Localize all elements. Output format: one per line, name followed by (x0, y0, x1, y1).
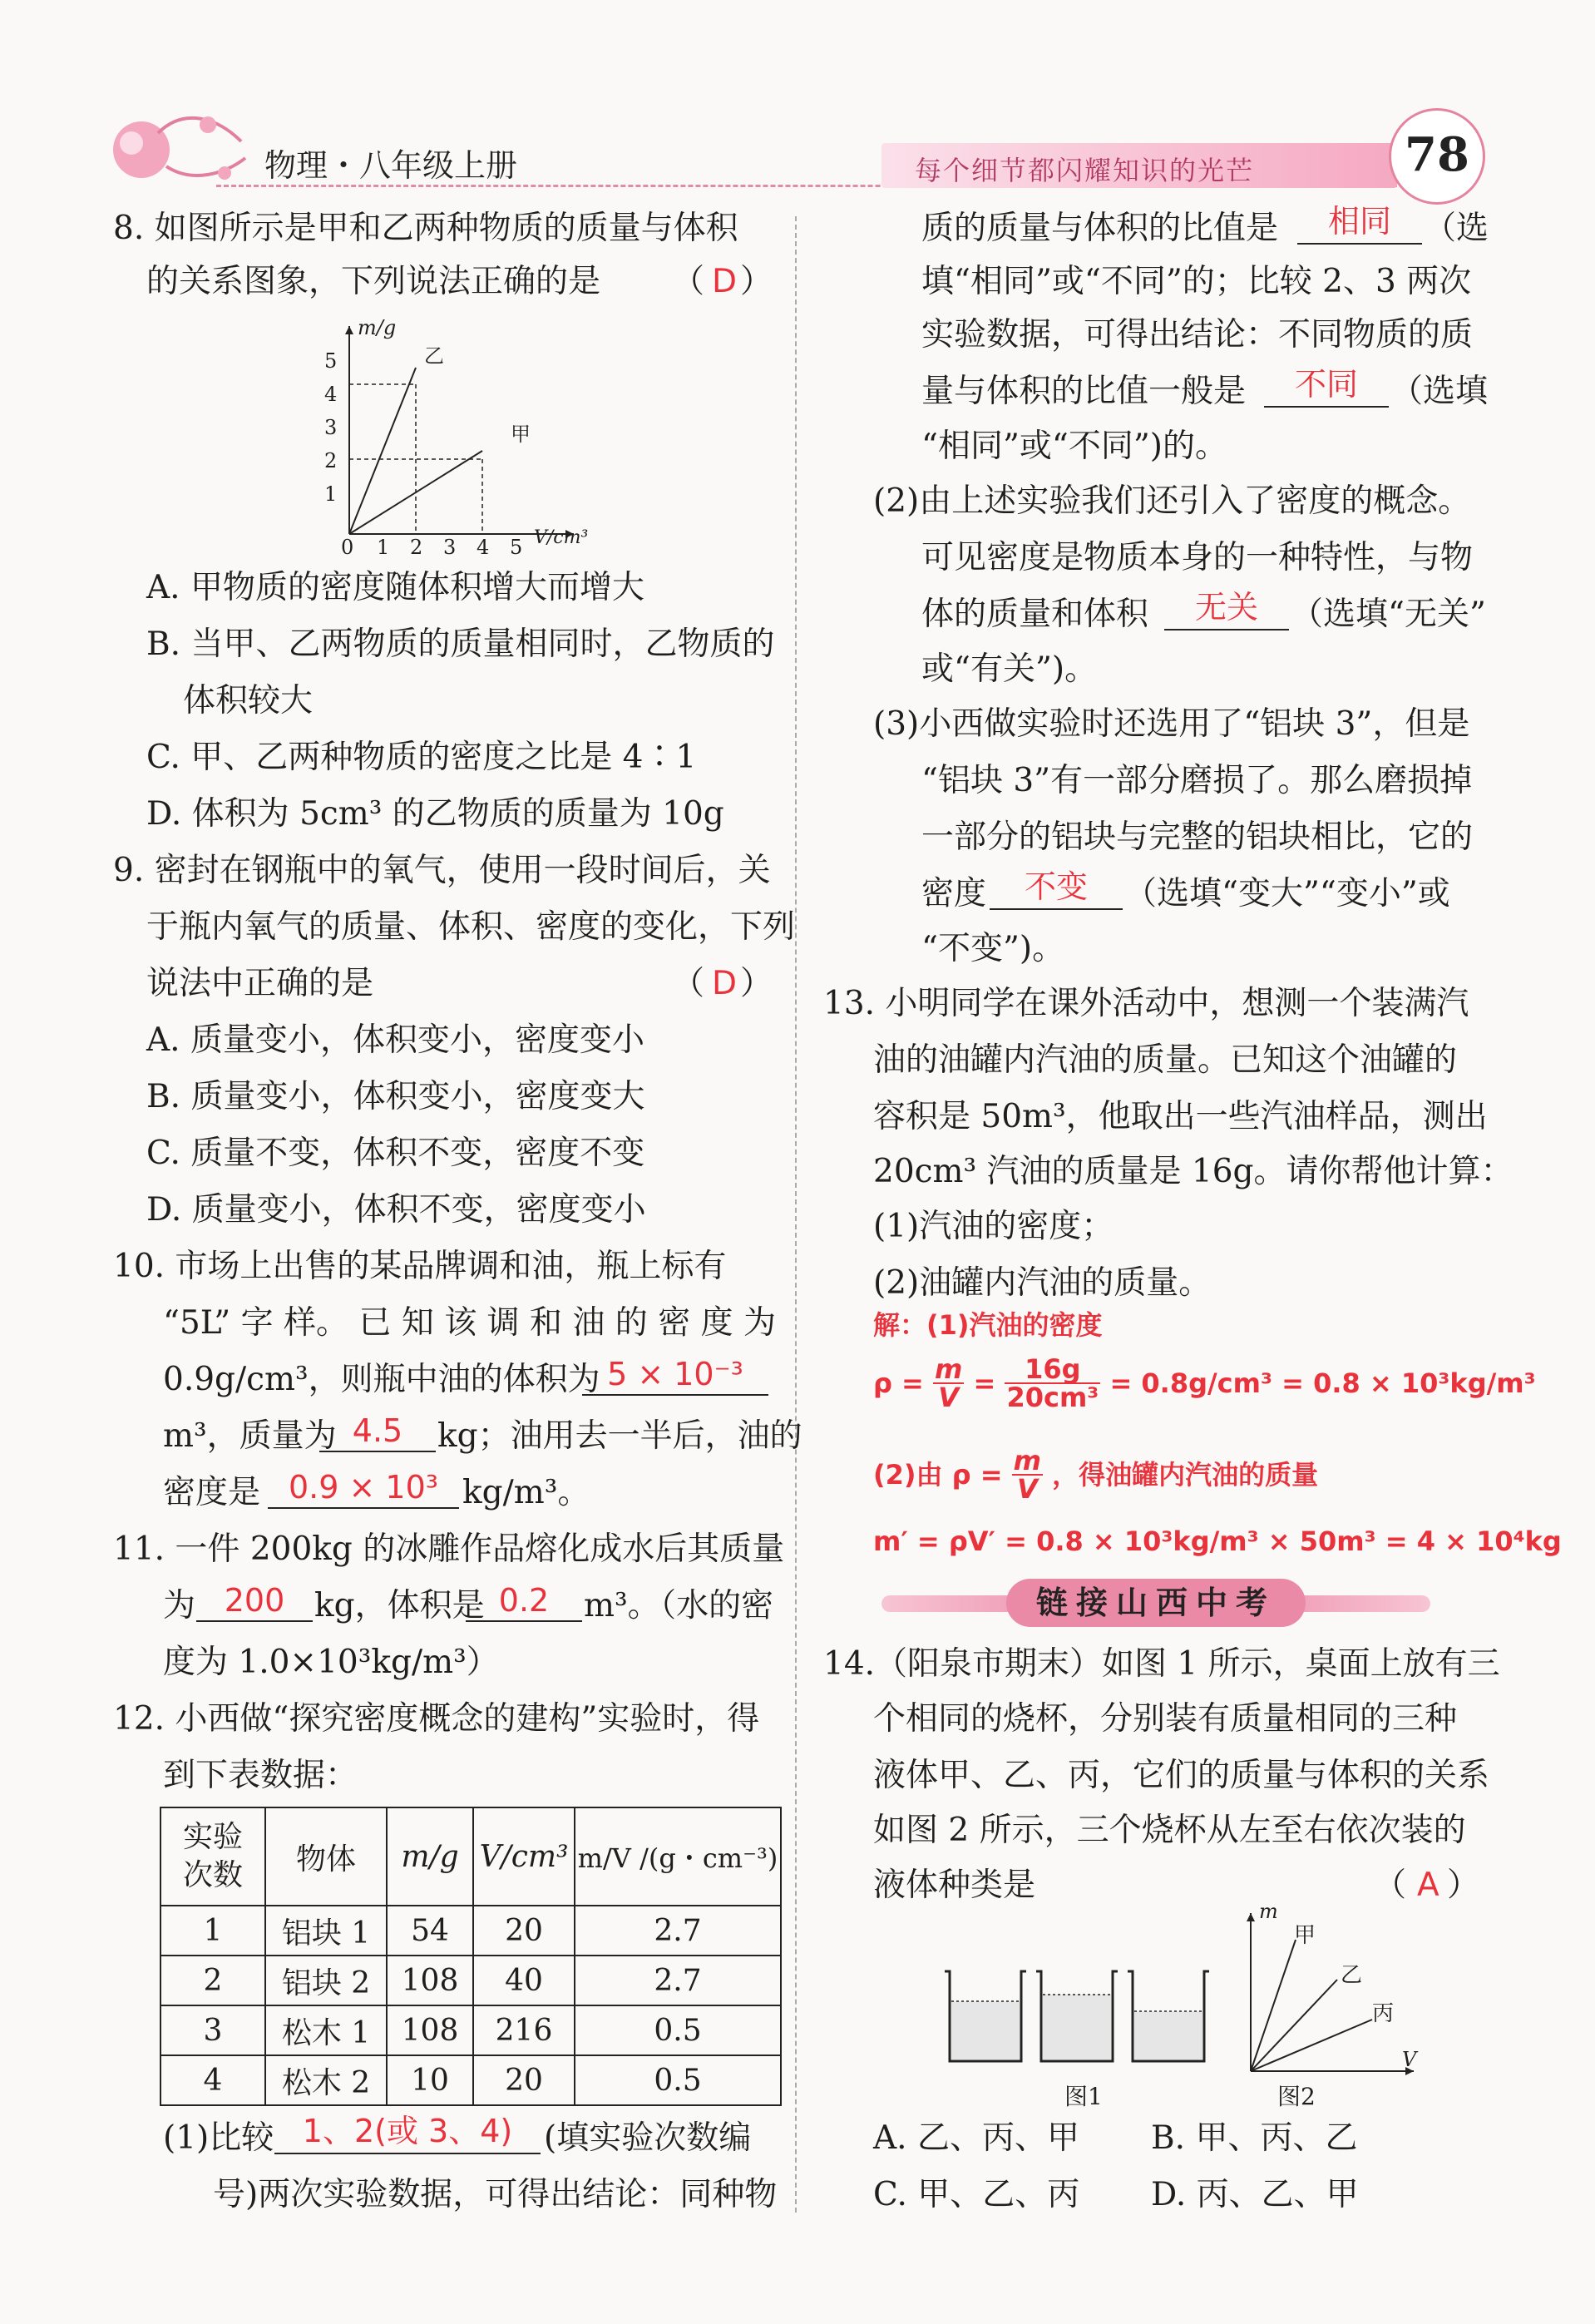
q14-line5: 液体种类是 (873, 1867, 1036, 1904)
q11-line1: 11. 一件 200kg 的冰雕作品熔化成水后其质量 (113, 1530, 785, 1568)
q13-solution-line1: 解：(1)汽油的密度 (873, 1309, 1103, 1341)
q14-answer: A (1417, 1867, 1439, 1904)
q9-stem-line2: 于瓶内氧气的质量、体积、密度的变化，下列 (146, 908, 796, 946)
table-cell: 54 (387, 1906, 473, 1956)
fraction-numerator: m (935, 1353, 963, 1385)
q12-r4-answer: 不同 (1294, 366, 1358, 403)
q13-solution-line2 (873, 1353, 1536, 1413)
q12-p2-line2: 可见密度是物质本身的一种特性，与物 (921, 539, 1474, 576)
table-header-cell: m/g (387, 1807, 473, 1906)
q8-xtick: 1 (377, 536, 390, 559)
table-cell: 铝块 2 (265, 1956, 387, 2005)
q12-r1a: 质的质量与体积的比值是 (921, 210, 1279, 247)
q12-r4a: 量与体积的比值一般是 (921, 373, 1247, 410)
fraction-denominator: V (938, 1382, 960, 1413)
q13-line5: (1)汽油的密度； (873, 1208, 1114, 1245)
table-cell: 216 (473, 2005, 575, 2055)
section-banner (881, 1579, 1430, 1627)
table-cell: 0.5 (575, 2055, 781, 2105)
q14-fig2-caption: 图2 (1277, 2083, 1316, 2110)
q10-line3: 0.9g/cm³，则瓶中油的体积为 (163, 1361, 600, 1398)
q12-p1-b: (填实验次数编 (544, 2119, 752, 2157)
banner-text: 链接山西中考 (1006, 1579, 1306, 1627)
q12-data-table (160, 1807, 782, 2106)
q12-r3: 实验数据，可得出结论：不同物质的质 (921, 316, 1474, 354)
q13-line4: 20cm³ 汽油的质量是 16g。请你帮他计算： (873, 1153, 1514, 1190)
q11-line2a: 为 (163, 1587, 196, 1624)
q10-blank-density (268, 1469, 459, 1509)
q12-p3-line1: (3)小西做实验时还选用了“铝块 3”，但是 (873, 705, 1470, 743)
q12-p2-line3b: （选填“无关” (1291, 596, 1486, 633)
q12-p2-line3a: 体的质量和体积 (921, 596, 1149, 633)
q14-option-b: B. 甲、丙、乙 (1151, 2119, 1358, 2157)
q8-option-d: D. 体积为 5cm³ 的乙物质的质量为 10g (146, 795, 724, 833)
table-cell: 20 (473, 1906, 575, 1956)
fraction-m-over-v (933, 1353, 964, 1413)
q10-blank-mass (319, 1412, 436, 1452)
table-cell: 2.7 (575, 1956, 781, 2005)
header-motto: 每个细节都闪耀知识的光芒 (915, 155, 1255, 186)
q12-r5: “相同”或“不同”)的。 (921, 428, 1227, 465)
q14-graph-bing: 丙 (1372, 2001, 1395, 2026)
q14-line1: 14.（阳泉市期末）如图 1 所示，桌面上放有三 (823, 1645, 1500, 1683)
q11-answer-volume: 0.2 (498, 1582, 550, 1619)
q8-x-label: V/cm³ (534, 527, 589, 548)
q10-answer-mass: 4.5 (352, 1412, 403, 1449)
table-row (160, 2055, 781, 2105)
q8-answer: D (712, 263, 738, 300)
q8-stem-line1: 8. 如图所示是甲和乙两种物质的质量与体积 (113, 210, 738, 247)
q12-p3-line4a: 密度 (921, 875, 987, 912)
q12-p3-line2: “铝块 3”有一部分磨损了。那么磨损掉 (921, 762, 1473, 799)
q10-answer-volume: 5 × 10⁻³ (607, 1356, 743, 1392)
table-cell: 2 (160, 1956, 265, 2005)
q9-option-a: A. 质量变小，体积变小，密度变小 (146, 1021, 644, 1059)
q11-line2c: m³。（水的密 (584, 1587, 774, 1624)
q14-paren-open: （ (1374, 1867, 1407, 1904)
q13-line6: (2)油罐内汽油的质量。 (873, 1264, 1212, 1302)
q14-graph-jia: 甲 (1294, 1923, 1316, 1948)
q8-ytick: 2 (324, 449, 338, 472)
page-number: 78 (1389, 108, 1485, 205)
q14-graph-yi: 乙 (1341, 1963, 1363, 1988)
q10-answer-density: 0.9 × 10³ (288, 1469, 439, 1506)
q10-line4a: m³，质量为 (163, 1417, 337, 1455)
q11-line2b: kg，体积是 (314, 1587, 485, 1624)
q13-solution-line3 (873, 1445, 1319, 1505)
q14-paren-close: ） (1447, 1867, 1480, 1904)
q12-r1-answer: 相同 (1327, 203, 1391, 240)
q12-line1: 12. 小西做“探究密度概念的建构”实验时，得 (113, 1700, 760, 1738)
q12-p1-a: (1)比较 (163, 2119, 274, 2157)
q14-line3: 液体甲、乙、丙，它们的质量与体积的关系 (873, 1757, 1490, 1794)
q8-ytick: 4 (324, 383, 338, 406)
table-cell: 20 (473, 2055, 575, 2105)
subject-title: 物理・八年级上册 (264, 147, 518, 184)
q9-option-b: B. 质量变小，体积变小，密度变大 (146, 1078, 645, 1115)
q12-r4b: （选填 (1390, 373, 1489, 410)
table-header-cell: V/cm³ (473, 1807, 575, 1906)
fraction-numerator: 16g (1005, 1356, 1100, 1384)
header-trial-2: 次数 (182, 1858, 243, 1892)
q8-graph (316, 316, 599, 557)
fraction-numerator: m (1013, 1445, 1042, 1476)
q8-y-label: m/g (358, 316, 397, 339)
fraction-denominator: V (1016, 1473, 1038, 1505)
table-row (160, 2005, 781, 2055)
q8-option-b: B. 当甲、乙两物质的质量相同时，乙物质的 (146, 626, 775, 663)
table-cell: 0.5 (575, 2005, 781, 2055)
q8-ytick: 1 (324, 482, 338, 506)
q13-solution-line4: m′ = ρV′ = 0.8 × 10³kg/m³ × 50m³ = 4 × 10⁴kg (873, 1525, 1562, 1557)
q14-option-c: C. 甲、乙、丙 (873, 2176, 1080, 2213)
table-cell: 10 (387, 2055, 473, 2105)
q13-line2: 油的油罐内汽油的质量。已知这个油罐的 (873, 1041, 1458, 1079)
table-cell: 2.7 (575, 1906, 781, 1956)
step2-prefix: (2)由 ρ = (873, 1459, 1003, 1491)
q8-series-jia: 甲 (511, 423, 531, 446)
q12-p3-line5: “不变”)。 (921, 930, 1065, 967)
q11-blank-mass (196, 1582, 313, 1622)
q10-blank-volume (582, 1356, 768, 1396)
table-cell: 108 (387, 1956, 473, 2005)
table-row (160, 1956, 781, 2005)
q12-p3-line4b: （选填“变大”“变小”或 (1124, 875, 1450, 912)
q8-xtick: 4 (477, 536, 490, 559)
table-row (160, 1906, 781, 1956)
q13-line3: 容积是 50m³，他取出一些汽油样品，测出 (873, 1098, 1488, 1135)
q8-paren-close: ） (740, 263, 773, 300)
q9-paren-close: ） (740, 965, 773, 1002)
q11-answer-mass: 200 (224, 1582, 285, 1619)
table-cell: 铝块 1 (265, 1906, 387, 1956)
q8-option-c: C. 甲、乙两种物质的密度之比是 4∶1 (146, 739, 697, 776)
table-header-cell: m/V /(g・cm⁻³) (575, 1807, 781, 1906)
column-separator (795, 216, 797, 2213)
q12-p2-line1: (2)由上述实验我们还引入了密度的概念。 (873, 482, 1471, 520)
q12-r1b: （选 (1424, 210, 1489, 247)
fraction-denominator: 20cm³ (1006, 1382, 1099, 1413)
q14-fig1-caption: 图1 (1064, 2083, 1103, 2110)
q14-figure1-beakers (940, 1963, 1222, 2071)
q10-line5b: kg/m³。 (462, 1474, 590, 1511)
q9-stem-line3: 说法中正确的是 (146, 965, 374, 1002)
q12-r1-blank (1297, 203, 1422, 245)
q14-line4: 如图 2 所示，三个烧杯从左至右依次装的 (873, 1812, 1466, 1849)
q9-option-d: D. 质量变小，体积不变，密度变小 (146, 1191, 646, 1229)
fraction-16-over-20 (1005, 1353, 1100, 1413)
header-trial-1: 实验 (182, 1820, 243, 1854)
q8-paren-open: （ (672, 263, 705, 300)
q14-line2: 个相同的烧杯，分别装有质量相同的三种 (873, 1700, 1458, 1738)
q10-line4b: kg；油用去一半后，油的 (437, 1417, 802, 1455)
q12-p1-blank (274, 2113, 541, 2154)
table-cell: 松木 2 (265, 2055, 387, 2105)
q12-p2-answer: 无关 (1194, 589, 1258, 626)
q10-line5a: 密度是 (163, 1474, 261, 1511)
q8-series-yi: 乙 (424, 344, 444, 368)
header-decoration (100, 100, 249, 191)
q8-ytick: 3 (324, 416, 338, 439)
q12-r2: 填“相同”或“不同”的；比较 2、3 两次 (921, 263, 1472, 300)
q12-p3-answer: 不变 (1024, 868, 1088, 905)
rho-symbol: ρ = (873, 1367, 924, 1399)
q14-figure2-graph (1239, 1900, 1422, 2079)
q8-xtick: 5 (510, 536, 523, 559)
q12-p3-blank (990, 868, 1123, 910)
q11-blank-volume (466, 1582, 582, 1622)
table-cell: 3 (160, 2005, 265, 2055)
q12-p3-line3: 一部分的铝块与完整的铝块相比，它的 (921, 818, 1474, 856)
q14-option-d: D. 丙、乙、甲 (1151, 2176, 1359, 2213)
q12-p1-c: 号)两次实验数据，可得出结论：同种物 (213, 2176, 778, 2213)
q12-p1-answer: 1、2(或 3、4) (302, 2113, 513, 2149)
q8-stem-line2: 的关系图象，下列说法正确的是 (146, 263, 601, 300)
q9-option-c: C. 质量不变，体积不变，密度不变 (146, 1135, 645, 1172)
density-result: = 0.8g/cm³ = 0.8 × 10³kg/m³ (1109, 1367, 1536, 1399)
table-header-cell (160, 1807, 265, 1906)
q8-option-b-cont: 体积较大 (183, 682, 314, 719)
q9-stem-line1: 9. 密封在钢瓶中的氧气，使用一段时间后，关 (113, 852, 771, 889)
q12-p2-blank (1164, 589, 1289, 630)
table-cell: 40 (473, 1956, 575, 2005)
q8-xtick: 3 (443, 536, 457, 559)
table-cell: 1 (160, 1906, 265, 1956)
q12-p2-line4: 或“有关”)。 (921, 650, 1098, 688)
q14-graph-m: m (1259, 1900, 1278, 1923)
table-cell: 108 (387, 2005, 473, 2055)
q12-r4-blank (1264, 366, 1389, 408)
q8-option-a: A. 甲物质的密度随体积增大而增大 (146, 569, 644, 606)
q8-ytick: 5 (324, 349, 338, 373)
q14-graph-v: V (1402, 2048, 1417, 2071)
q11-line3: 度为 1.0×10³kg/m³） (163, 1644, 499, 1681)
q9-answer: D (712, 965, 738, 1002)
q12-line2: 到下表数据： (163, 1757, 358, 1794)
table-cell: 4 (160, 2055, 265, 2105)
q10-line1: 10. 市场上出售的某品牌调和油，瓶上标有 (113, 1248, 727, 1285)
table-header-cell: 物体 (265, 1807, 387, 1906)
q8-xtick: 2 (410, 536, 423, 559)
step2-suffix: ，得油罐内汽油的质量 (1052, 1459, 1319, 1491)
q14-option-a: A. 乙、丙、甲 (873, 2119, 1079, 2157)
equals-sign: = (973, 1367, 996, 1399)
table-header-row (160, 1807, 781, 1906)
q13-line1: 13. 小明同学在课外活动中，想测一个装满汽 (823, 985, 1469, 1022)
fraction-m-over-v-2 (1012, 1445, 1043, 1505)
table-cell: 松木 1 (265, 2005, 387, 2055)
q10-line2: “5L” 字 样。 已 知 该 调 和 油 的 密 度 为 (163, 1304, 777, 1342)
q8-xtick: 0 (341, 536, 354, 559)
q9-paren-open: （ (672, 965, 705, 1002)
